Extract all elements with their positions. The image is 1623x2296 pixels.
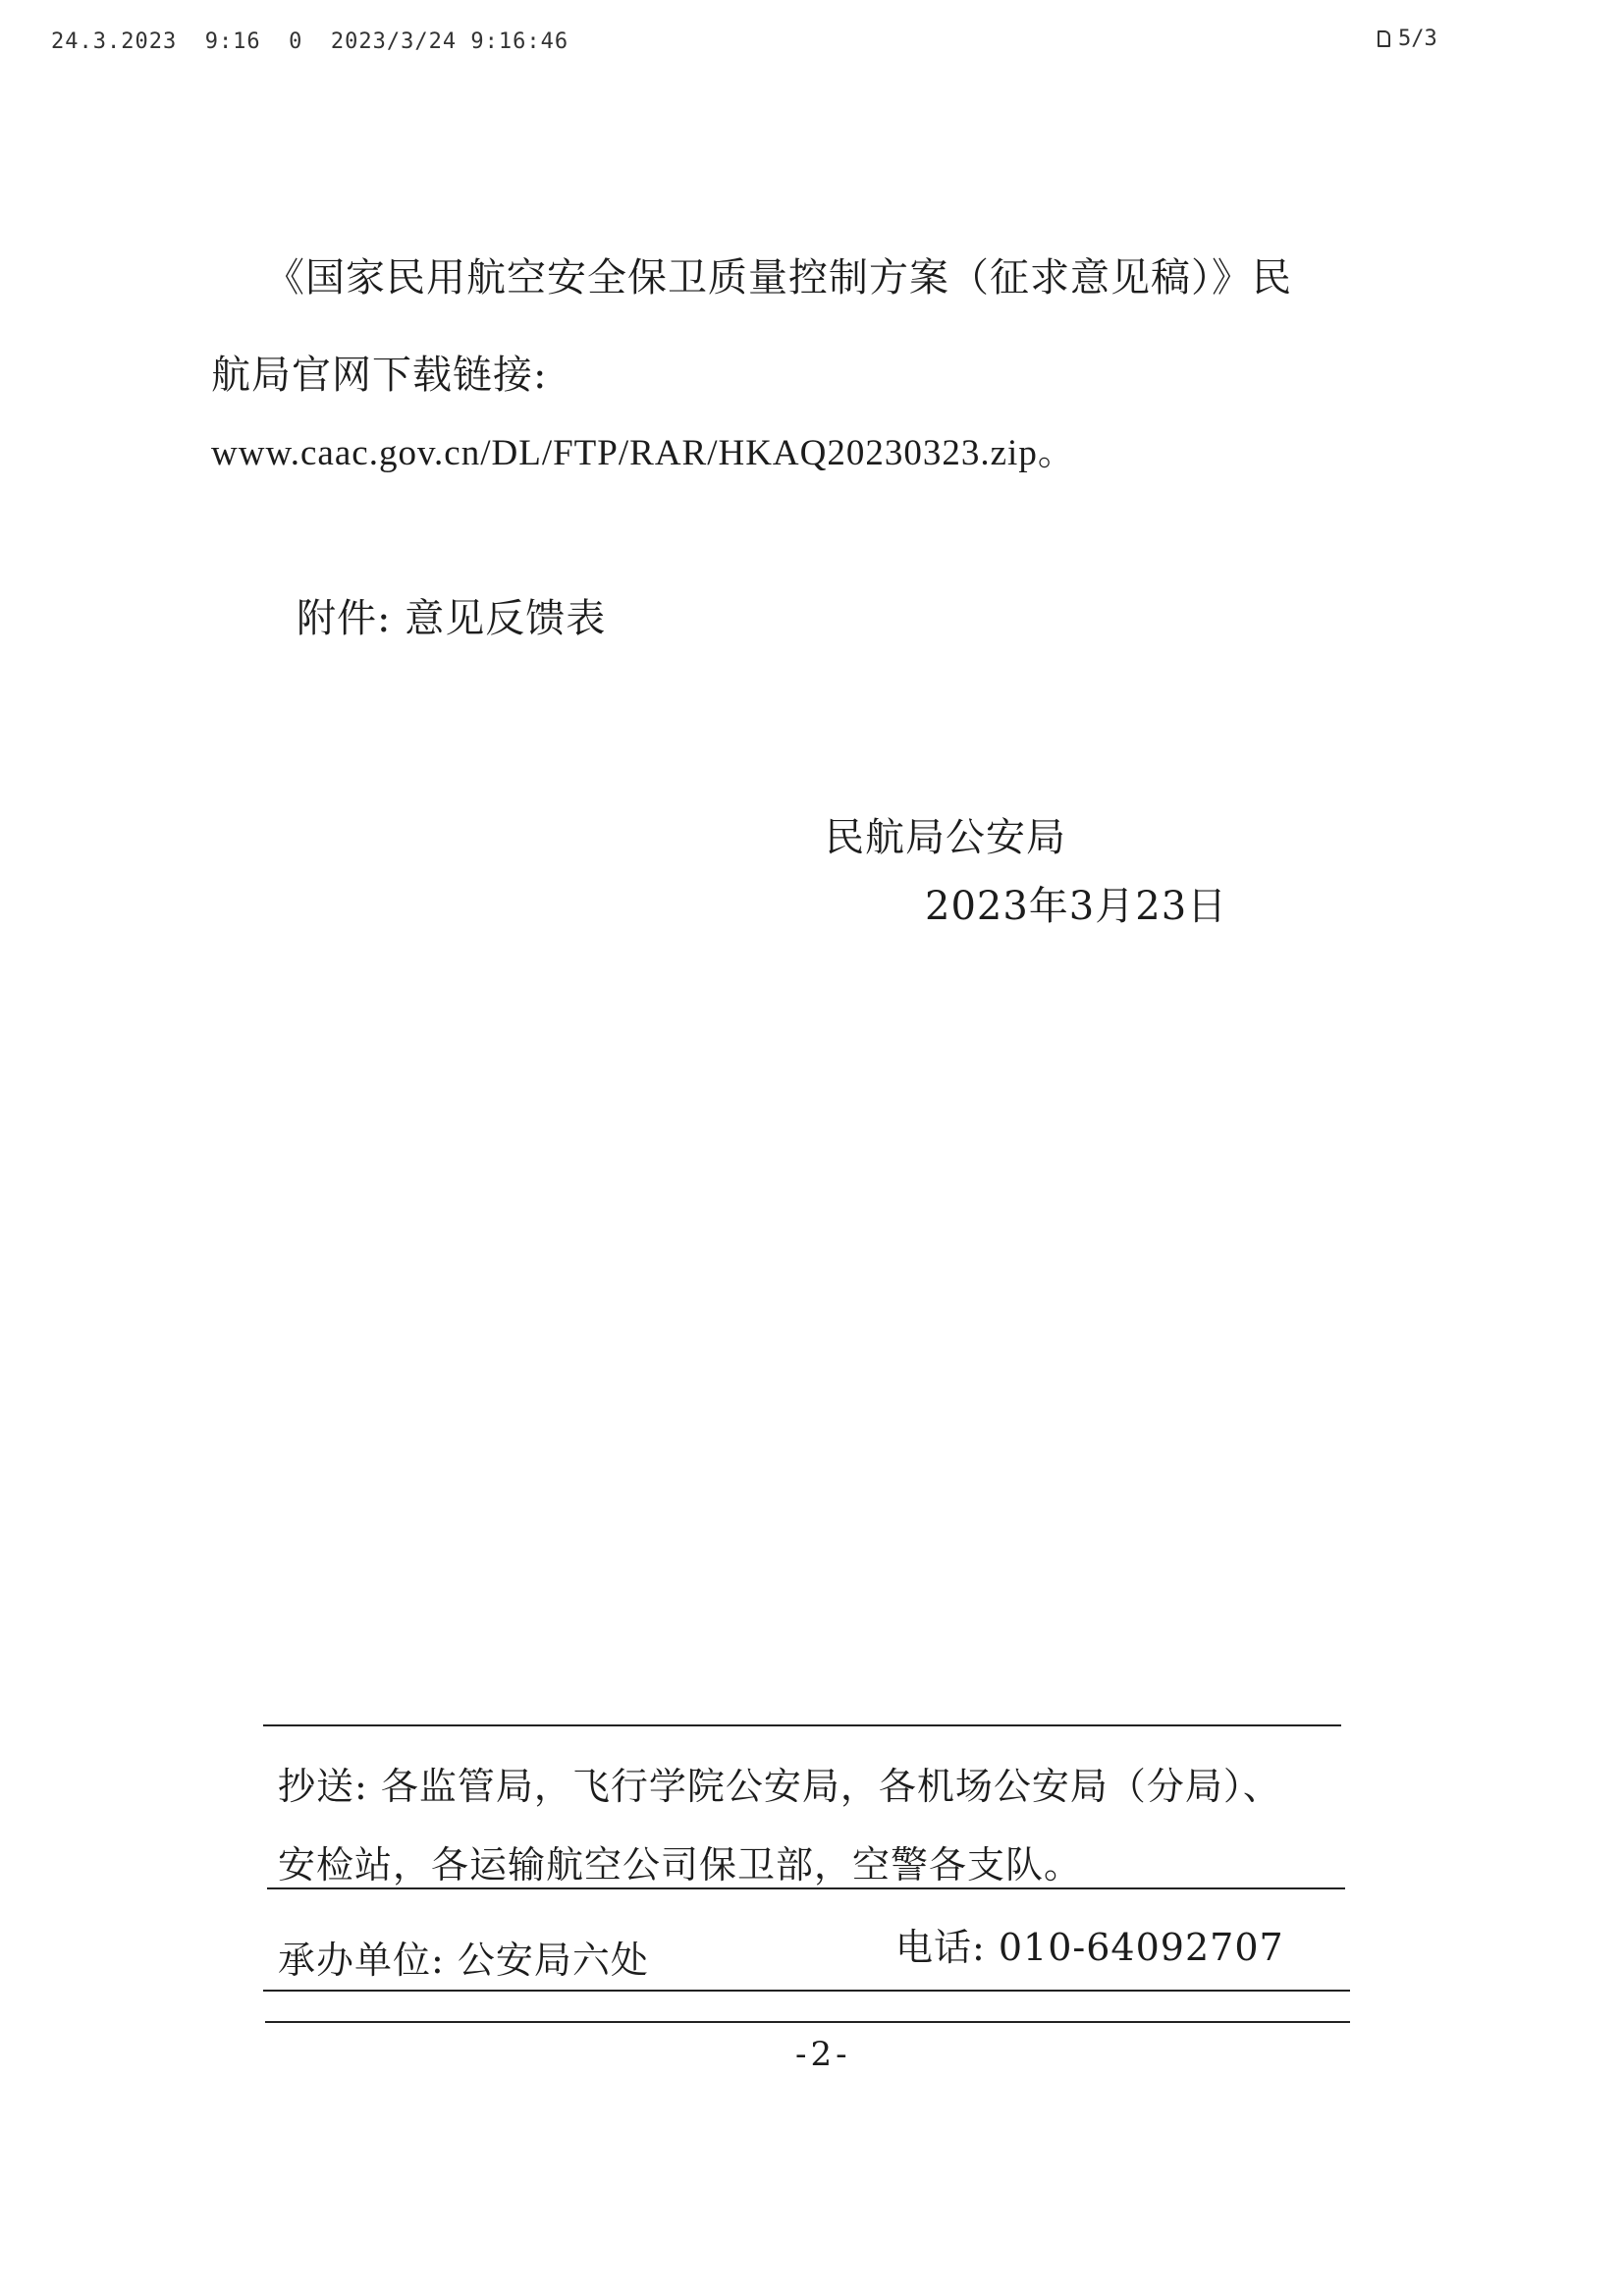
footer-divider-bottom — [263, 1990, 1350, 1992]
page-number: -2- — [795, 2035, 851, 2074]
attachment-note: 附件: 意见反馈表 — [297, 596, 607, 641]
body-paragraph-line-1: 《国家民用航空安全保卫质量控制方案（征求意见稿）》民 — [265, 255, 1292, 301]
footer-divider-top — [263, 1724, 1341, 1726]
contact-phone: 电话: 010-64092707 — [895, 1926, 1284, 1969]
body-paragraph-line-2: 航局官网下载链接: — [211, 353, 548, 398]
fax-page-count: 5/3 — [1398, 27, 1437, 51]
cc-list-line-1: 抄送: 各监管局，飞行学院公安局，各机场公安局（分局）、 — [278, 1765, 1281, 1808]
issuer-name: 民航局公安局 — [825, 815, 1066, 860]
cc-list-line-2: 安检站，各运输航空公司保卫部，空警各支队。 — [278, 1843, 1083, 1886]
footer-divider-middle — [267, 1887, 1345, 1889]
fax-page-indicator — [1378, 27, 1437, 51]
footer-divider-bottom-2 — [265, 2021, 1350, 2023]
fax-header-timestamp: 24.3.2023 9:16 0 2023/3/24 9:16:46 — [51, 29, 569, 54]
page-icon — [1378, 30, 1390, 47]
handling-office: 承办单位: 公安局六处 — [278, 1939, 649, 1982]
issue-date: 2023年3月23日 — [925, 884, 1228, 929]
download-link[interactable]: www.caac.gov.cn/DL/FTP/RAR/HKAQ20230323.zip。 — [211, 433, 1075, 473]
